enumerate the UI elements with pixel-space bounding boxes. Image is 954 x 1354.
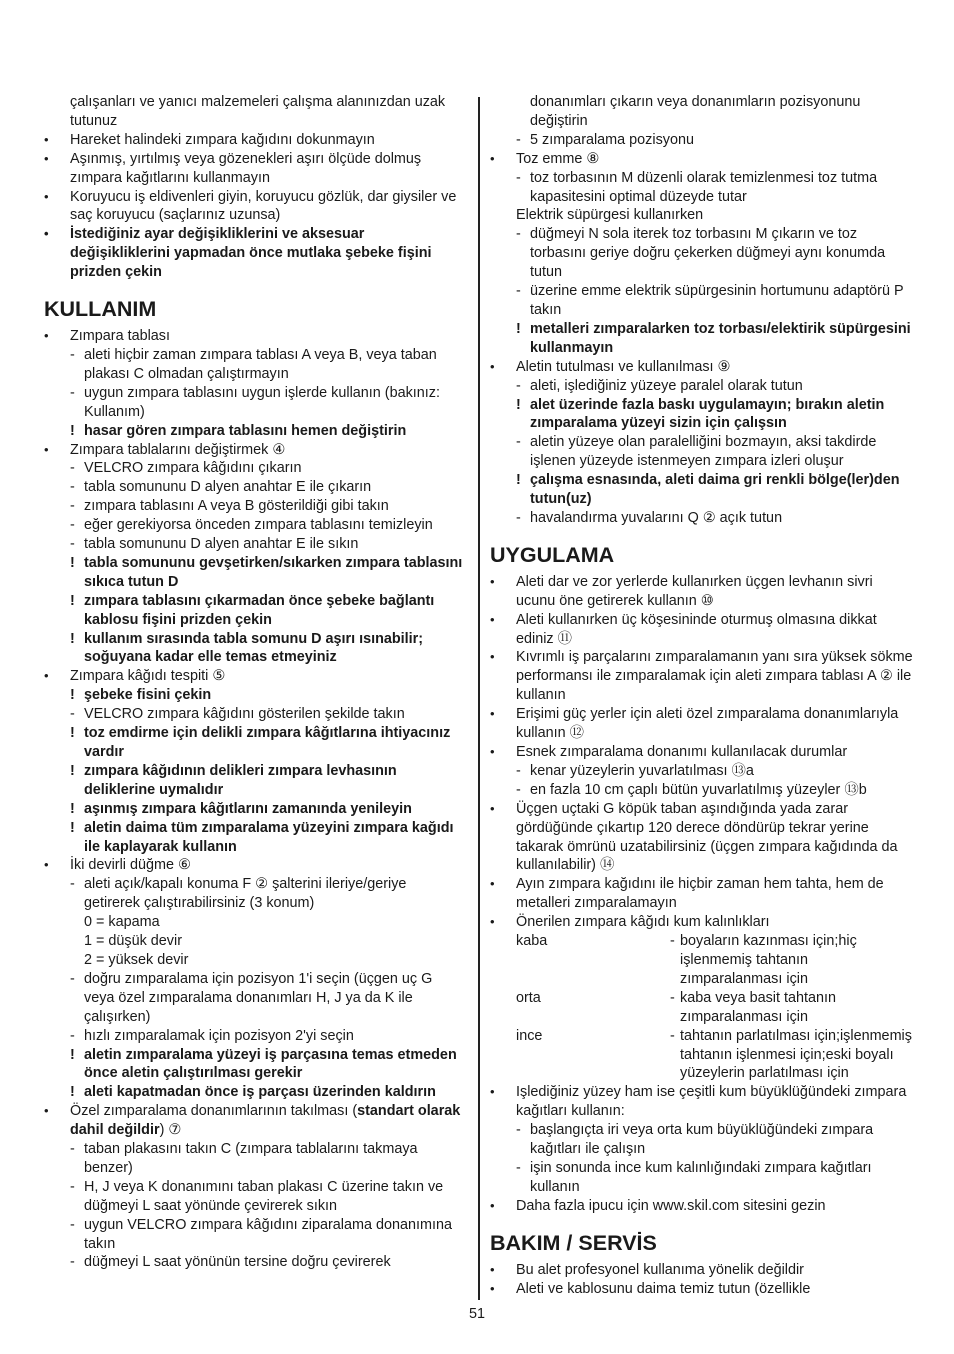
dash-item (490, 282, 914, 320)
dash-marker: - (70, 479, 75, 496)
warning-marker: ! (516, 396, 521, 413)
item-text: işin sonunda ince kum kalınlığındaki zımpara kağıtları kullanın (530, 1159, 872, 1195)
bullet-marker: • (490, 1280, 495, 1296)
item-text: taban plakasını takın C (zımpara tablalarını takmaya benzer) (84, 1141, 418, 1176)
item-text: Aleti kullanırken üç köşesininde oturmuş olmasına dikkat ediniz ⑪ (516, 611, 877, 647)
dash-item (44, 1140, 464, 1178)
item-text: boyaların kazınması için;hiç işlenmemiş tahtanın zımparalanması için (680, 933, 857, 987)
dash-marker: - (70, 1141, 75, 1158)
item-text: aleti açık/kapalı konuma F ② şalterini ileriye/geriye getirerek çalıştırabilirsiniz (3 konum) (84, 876, 407, 912)
dash-marker: - (70, 346, 75, 363)
dash-marker: - (70, 876, 75, 893)
dash-marker: - (70, 517, 75, 534)
grit-row (490, 989, 914, 1027)
warning-item (44, 1046, 464, 1084)
dash-item (44, 970, 464, 1027)
bullet-marker: • (44, 1103, 49, 1119)
warning-marker: ! (70, 630, 75, 647)
grit-description (516, 989, 914, 1027)
bullet-item (490, 743, 914, 762)
dash-item (490, 509, 914, 528)
dash-item (44, 535, 464, 554)
item-text: 2 = yüksek devir (84, 951, 189, 968)
dash-item (44, 1253, 464, 1272)
bullet-item (490, 800, 914, 876)
item-text: Işlediğiniz yüzey ham ise çeşitli kum büyüklüğündeki zımpara kağıtları kullanın: (516, 1084, 907, 1120)
bullet-marker: • (44, 150, 49, 166)
item-text: donanımları çıkarın veya donanımların pozisyonunu değiştirin (530, 94, 861, 129)
bullet-item (44, 856, 464, 875)
bullet-marker: • (44, 857, 49, 873)
item-text: en fazla 10 cm çaplı bütün yuvarlatılmış yüzeyler ⑬b (530, 781, 867, 798)
item-text: eğer gerekiyorsa önceden zımpara tablasını temizleyin (84, 517, 433, 534)
warning-marker: ! (70, 1046, 75, 1063)
bullet-marker: • (490, 358, 495, 374)
item-text: Özel zımparalama donanımlarının takılması ( (70, 1103, 358, 1120)
item-text: şebeke fisini çekin (84, 687, 212, 704)
bullet-marker: • (490, 649, 495, 665)
bullet-item (490, 705, 914, 743)
item-text: uygun VELCRO zımpara kâğıdını ziparalama donanımına takın (84, 1216, 452, 1252)
bullet-item (490, 913, 914, 932)
dash-item (490, 433, 914, 471)
bullet-item (44, 150, 464, 188)
item-text: aleti kapatmadan önce iş parçası üzerinden kaldırın (84, 1084, 436, 1101)
item-text: zımpara tablasını çıkarmadan önce şebeke bağlantı kablosu fişini prizden çekin (84, 592, 435, 628)
dash-item (490, 762, 914, 781)
grit-row (490, 932, 914, 989)
indented-text (44, 913, 464, 932)
bullet-marker: • (490, 150, 495, 166)
dash-marker: - (70, 460, 75, 477)
dash-item (490, 1159, 914, 1197)
warning-item (44, 762, 464, 800)
item-text: tahtanın parlatılması için;işlenmemiş tahtanın işlenmesi için;eski boyalı yüzeylerin parlatılması için (680, 1027, 912, 1082)
item-text: düğmeyi L saat yönünün tersine doğru çevirerek (84, 1254, 391, 1271)
bullet-marker: • (44, 668, 49, 684)
left-column (44, 93, 464, 1272)
dash-item (44, 1216, 464, 1254)
bullet-item (44, 131, 464, 150)
bullet-item (490, 648, 914, 705)
warning-marker: ! (70, 819, 75, 836)
warning-item (44, 554, 464, 592)
item-text: H, J veya K donanımını taban plakası C üzerine takın ve düğmeyi L saat yönünde çevirerek sıkın (84, 1178, 444, 1214)
item-text: İstediğiniz ayar değişikliklerini ve aksesuar değişikliklerini yapmadan önce mutlaka şebeke fişini prizden çekin (70, 226, 432, 281)
item-text: doğru zımparalama için pozisyon 1'i seçin (üçgen uç G veya özel zımparalama donanımları H, J ya da K ile çalışırken) (84, 970, 433, 1025)
item-text: Bu alet profesyonel kullanıma yönelik değildir (516, 1261, 804, 1278)
item-text: Aleti ve kablosunu daima temiz tutun (özellikle (516, 1280, 811, 1297)
warning-item (490, 396, 914, 434)
warning-marker: ! (70, 1084, 75, 1101)
item-text: 1 = düşük devir (84, 933, 182, 950)
column-divider (478, 97, 480, 1300)
warning-item (44, 800, 464, 819)
section-heading: KULLANIM (44, 297, 157, 322)
dash-marker: - (70, 536, 75, 553)
bullet-item (490, 573, 914, 611)
bullet-item (44, 441, 464, 460)
bullet-marker: • (490, 744, 495, 759)
item-text: VELCRO zımpara kâğıdını gösterilen şekilde takın (84, 706, 405, 723)
item-text: hızlı zımparalamak için pozisyon 2'yi seçin (84, 1027, 354, 1044)
bullet-item (44, 667, 464, 686)
warning-item (44, 1083, 464, 1102)
dash-marker: - (516, 131, 521, 148)
dash-marker: - (70, 498, 75, 515)
item-text: toz emdirme için delikli zımpara kâğıtlarına ihtiyacınız vardır (84, 725, 451, 760)
dash-item (44, 516, 464, 535)
item-text: uygun zımpara tablasını uygun işlerde kullanın (bakınız: Kullanım) (84, 384, 440, 420)
item-text: Toz emme ⑧ (516, 150, 600, 167)
item-text: Zımpara kâğıdı tespiti ⑤ (70, 668, 226, 685)
bullet-item (490, 150, 914, 169)
bullet-marker: • (44, 328, 49, 344)
dash-item (44, 1027, 464, 1046)
warning-marker: ! (70, 725, 75, 742)
bullet-marker: • (490, 573, 495, 589)
item-text: aletin daima tüm zımparalama yüzeyini zımpara kağıdı ile kaplayarak kullanın (84, 819, 454, 855)
item-text: 5 zımparalama pozisyonu (530, 131, 694, 148)
item-text: Ayın zımpara kağıdını ile hiçbir zaman hem tahta, hem de metalleri zımparalamayın (516, 876, 884, 912)
bullet-marker: • (44, 131, 49, 147)
bullet-item (490, 1280, 914, 1299)
warning-marker: ! (516, 472, 521, 489)
section-heading: UYGULAMA (490, 542, 615, 567)
page-number: 51 (468, 1306, 485, 1322)
indented-text (44, 932, 464, 951)
indented-text (490, 206, 914, 225)
dash-item (44, 459, 464, 478)
grit-row (490, 1027, 914, 1084)
warning-marker: ! (70, 554, 75, 571)
item-text: aletin zımparalama yüzeyi iş parçasına temas etmeden önce aletin çalıştırılması gerekir (84, 1046, 457, 1082)
dash-item (490, 131, 914, 150)
item-text: 0 = kapama (84, 914, 160, 931)
warning-item (44, 592, 464, 630)
dash-marker: - (516, 781, 521, 798)
item-text: Daha fazla ipucu için www.skil.com sitesini gezin (516, 1197, 826, 1214)
continued-text (44, 93, 464, 131)
right-column (490, 93, 914, 1298)
bullet-item (490, 358, 914, 377)
item-text: zımpara tablasını A veya B gösterildiği gibi takın (84, 498, 389, 515)
dash-marker: - (70, 1027, 75, 1044)
bullet-marker: • (490, 800, 495, 816)
item-text: düğmeyi N sola iterek toz torbasını M çıkarın ve toz torbasını geriye doğru çekerken düğmeyi aynı konumda tutun (530, 226, 886, 281)
dash-item (44, 497, 464, 516)
item-text: alet üzerinde fazla baskı uygulamayın; bırakın aletin zımparalama yüzeyi sizin için çalışsın (530, 396, 885, 432)
bullet-marker: • (490, 914, 495, 930)
dash-item (44, 875, 464, 913)
section-heading: BAKIM / SERVİS (490, 1230, 657, 1255)
item-text: Zımpara tablası (70, 328, 170, 345)
bullet-item (44, 225, 464, 282)
grit-name: ince (516, 1027, 543, 1044)
bullet-item (490, 1197, 914, 1216)
item-text: kaba veya basit tahtanın zımparalanması için (680, 989, 837, 1025)
dash-item (490, 169, 914, 207)
item-text: Aleti dar ve zor yerlerde kullanırken üçgen levhanın sivri ucunu öne getirerek kullanın ⑩ (516, 573, 873, 609)
item-text: aleti hiçbir zaman zımpara tablası A veya B, veya taban plakası C olmadan çalıştırmayın (84, 346, 437, 382)
warning-item (490, 471, 914, 509)
warning-marker: ! (70, 687, 75, 704)
dash-item (44, 1178, 464, 1216)
item-text: Elektrik süpürgesi kullanırken (516, 207, 704, 224)
item-text: aşınmış zımpara kâğıtlarını zamanında yenileyin (84, 800, 412, 817)
warning-item (490, 320, 914, 358)
dash-marker: - (670, 1027, 675, 1044)
dash-marker: - (70, 706, 75, 723)
dash-item (44, 346, 464, 384)
dash-marker: - (516, 1122, 521, 1139)
dash-marker: - (70, 1216, 75, 1233)
warning-item (44, 630, 464, 668)
item-text: Erişimi güç yerler için aleti özel zımparalama donanımlarıyla kullanın ⑫ (516, 706, 899, 742)
item-text: metalleri zımparalarken toz torbası/elektirik süpürgesini kullanmayın (530, 320, 911, 356)
item-text: tabla somununu D alyen anahtar E ile çıkarın (84, 479, 372, 496)
dash-item (490, 225, 914, 282)
dash-item (490, 377, 914, 396)
dash-marker: - (516, 283, 521, 300)
item-text: Esnek zımparalama donanımı kullanılacak durumlar (516, 744, 848, 760)
item-text: aleti, işlediğiniz yüzeye paralel olarak tutun (530, 377, 803, 394)
item-text: Üçgen uçtaki G köpük taban aşındığında yada zarar gördüğünde çıkartıp 120 derece döndürüp tekrar yerine takarak ömrünü uzatabilirsiniz (üçgen zımpara kağıdında da kullanılabilir) ⑭ (516, 800, 898, 874)
item-text: tabla somununu D alyen anahtar E ile sıkın (84, 536, 359, 553)
item-text: çalışanları ve yanıcı malzemeleri çalışma alanınızdan uzak tutunuz (70, 94, 446, 129)
item-text: Koruyucu iş eldivenleri giyin, koruyucu gözlük, dar giysiler ve saç koruyucu (saçlarınız uzunsa) (70, 188, 457, 224)
warning-marker: ! (70, 762, 75, 779)
item-text: başlangıçta iri veya orta kum büyüklüğündeki zımpara kağıtları ile çalışın (530, 1122, 874, 1158)
dash-marker: - (516, 226, 521, 243)
item-text: kenar yüzeylerin yuvarlatılması ⑬a (530, 762, 754, 779)
bullet-marker: • (44, 441, 49, 457)
grit-name: orta (516, 989, 541, 1006)
item-text: Hareket halindeki zımpara kağıdını dokunmayın (70, 131, 375, 148)
item-text: havalandırma yuvalarını Q ② açık tutun (530, 509, 783, 526)
bullet-marker: • (490, 876, 495, 892)
grit-description (516, 932, 914, 989)
dash-marker: - (670, 933, 675, 950)
dash-marker: - (516, 434, 521, 451)
bullet-marker: • (490, 1261, 495, 1277)
bullet-marker: • (44, 226, 49, 242)
warning-item (44, 422, 464, 441)
item-text: Kıvrımlı iş parçalarını zımparalamanın yanı sıra yüksek sökme performansı ile zımparalamak için aleti zımpara tablası A ② ile kullanın (516, 649, 913, 704)
item-text: Aşınmış, yırtılmış veya gözenekleri aşırı ölçüde dolmuş zımpara kağıtlarını kullanmayın (70, 150, 422, 186)
dash-marker: - (70, 384, 75, 401)
item-text: hasar gören zımpara tablasını hemen değiştirin (84, 422, 407, 439)
dash-marker: - (516, 762, 521, 779)
warning-item (44, 686, 464, 705)
bullet-item (490, 611, 914, 649)
item-text: aletin yüzeye olan paralelliğini bozmayın, aksi takdirde işlenen yüzeyde istenmeyen zımpara izleri oluşur (530, 434, 877, 470)
bullet-item (44, 1102, 464, 1140)
item-text: zımpara kâğıdının delikleri zımpara levhasının deliklerine uymalıdır (84, 762, 397, 798)
bullet-item (44, 327, 464, 346)
item-text: Zımpara tablalarını değiştirmek ④ (70, 441, 286, 458)
grit-name: kaba (516, 933, 548, 950)
item-text: kullanım sırasında tabla somunu D aşırı ısınabilir; soğuyana kadar elle temas etmeyiniz (84, 630, 424, 666)
dash-marker: - (516, 509, 521, 526)
bullet-marker: • (490, 706, 495, 722)
dash-item (44, 705, 464, 724)
item-text: Aletin tutulması ve kullanılması ⑨ (516, 358, 731, 375)
dash-marker: - (516, 1159, 521, 1176)
dash-marker: - (516, 169, 521, 186)
bullet-item (490, 1083, 914, 1121)
dash-marker: - (70, 1254, 75, 1271)
dash-item (490, 1121, 914, 1159)
dash-item (44, 384, 464, 422)
bullet-item (490, 875, 914, 913)
dash-marker: - (70, 970, 75, 987)
warning-marker: ! (70, 800, 75, 817)
dash-marker: - (516, 377, 521, 394)
item-text: Önerilen zımpara kâğıdı kum kalınlıkları (516, 914, 770, 931)
warning-item (44, 724, 464, 762)
bullet-item (490, 1261, 914, 1280)
item-text: İki devirli düğme ⑥ (70, 857, 191, 874)
warning-marker: ! (516, 320, 521, 337)
item-text: çalışma esnasında, aleti daima gri renkli bölge(ler)den tutun(uz) (530, 472, 900, 508)
item-text: tabla somununu gevşetirken/sıkarken zımpara tablasını sıkıca tutun D (84, 554, 463, 590)
bullet-marker: • (490, 1084, 495, 1100)
indented-text (44, 951, 464, 970)
item-text: VELCRO zımpara kâğıdını çıkarın (84, 460, 302, 477)
dash-marker: - (70, 1178, 75, 1195)
dash-marker: - (670, 989, 675, 1006)
bullet-item (44, 188, 464, 226)
bullet-marker: • (44, 188, 49, 204)
dash-item (490, 781, 914, 800)
item-text: standart olarak dahil değildir (70, 1103, 461, 1139)
warning-item (44, 819, 464, 857)
bullet-marker: • (490, 611, 495, 627)
bullet-marker: • (490, 1197, 495, 1213)
warning-marker: ! (70, 592, 75, 609)
item-text: toz torbasının M düzenli olarak temizlenmesi toz tutma kapasitesini optimal düzeyde tutar (530, 169, 878, 205)
dash-item (44, 478, 464, 497)
warning-marker: ! (70, 422, 75, 439)
item-text: üzerine emme elektrik süpürgesinin hortumunu adaptörü P takın (530, 283, 904, 318)
item-text: ) ⑦ (159, 1122, 182, 1139)
grit-description (516, 1027, 914, 1084)
indented-text (490, 93, 914, 131)
